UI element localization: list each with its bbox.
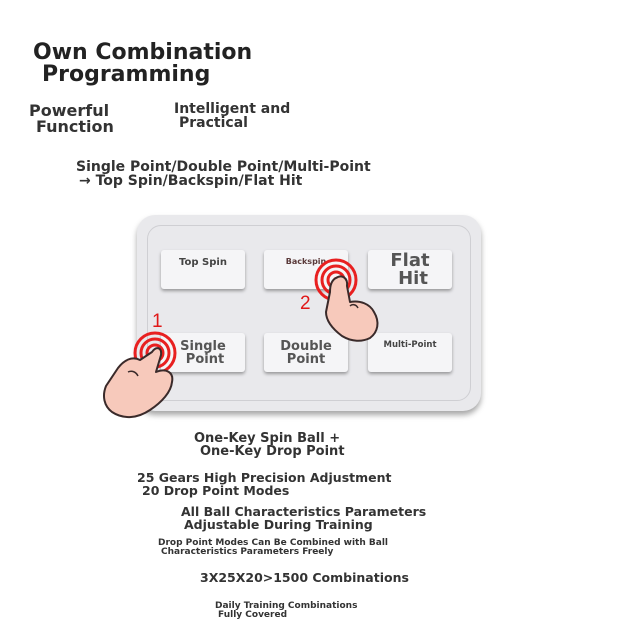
feature-powerful-line-2: Function [36, 117, 114, 136]
modes-line-1: Single Point/Double Point/Multi-Point [76, 159, 371, 175]
pointing-hand-icon-2 [326, 276, 377, 340]
parameters-line-2: Adjustable During Training [184, 516, 373, 532]
feature-combinable [158, 539, 388, 557]
modes-line-2: → Top Spin/Backspin/Flat Hit [79, 173, 303, 189]
combinable-line-2: Characteristics Parameters Freely [161, 547, 334, 557]
title-line-2: Programming [42, 62, 211, 87]
single-point-label-1: Single [180, 338, 226, 354]
feature-intelligent-line-1: Intelligent and [174, 101, 291, 117]
feature-powerful-line-1: Powerful [29, 101, 110, 120]
flat-hit-label-2: Hit [398, 267, 428, 289]
flat-hit-label-1: Flat [390, 249, 430, 271]
double-point-label-2: Point [286, 351, 326, 367]
feature-combinations-count: 3X25X20>1500 Combinations [200, 570, 409, 585]
parameters-line-1: All Ball Characteristics Parameters [181, 504, 427, 519]
gears-line-2: 20 Drop Point Modes [142, 482, 290, 498]
feature-one-key [194, 432, 345, 458]
double-point-label-1: Double [280, 338, 332, 354]
step-number-1: 1 [152, 311, 163, 332]
title-line-1: Own Combination [33, 40, 253, 65]
one-key-line-1: One-Key Spin Ball + [194, 431, 341, 446]
feature-parameters [181, 506, 426, 531]
backspin-label: Backspin [285, 257, 327, 266]
single-point-label-2: Point [185, 351, 225, 367]
combinable-line-1: Drop Point Modes Can Be Combined with Ball [158, 538, 388, 548]
one-key-line-2: One-Key Drop Point [200, 444, 345, 459]
feature-intelligent-line-2: Practical [179, 115, 248, 131]
step-number-2: 2 [300, 293, 311, 314]
daily-line-1: Daily Training Combinations [215, 601, 358, 611]
feature-daily-training [215, 602, 357, 620]
top-spin-label: Top Spin [179, 257, 227, 268]
gears-line-1: 25 Gears High Precision Adjustment [137, 470, 392, 485]
multi-point-label: Multi-Point [383, 340, 437, 350]
feature-gears [137, 472, 391, 497]
daily-line-2: Fully Covered [218, 610, 288, 620]
